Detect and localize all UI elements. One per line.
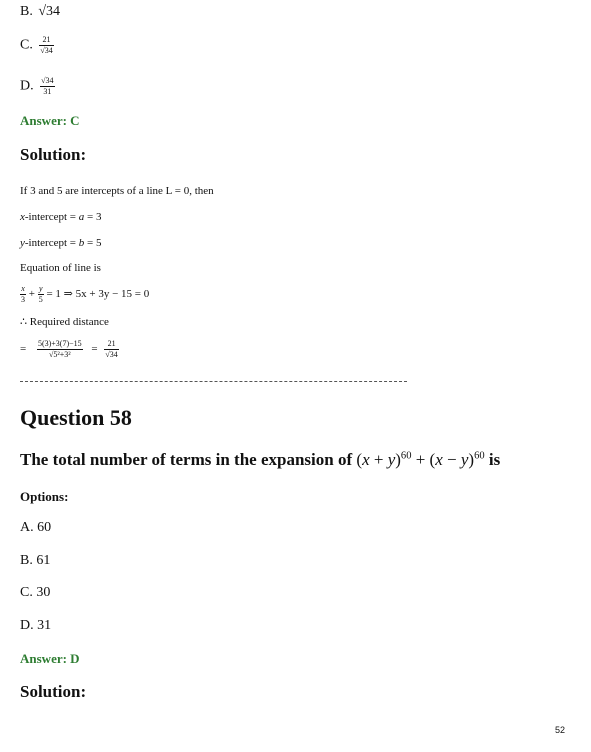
option-fraction	[40, 77, 54, 96]
option-a: A. 60	[20, 520, 52, 535]
option-d-prev	[20, 77, 55, 96]
option-letter: C.	[20, 37, 33, 53]
solution-line-4: Equation of line is	[20, 262, 101, 274]
solution-line-3: y-intercept = b = 5	[20, 237, 102, 249]
option-c: C. 30	[20, 585, 51, 600]
fraction-denominator: 31	[40, 86, 54, 96]
question-title: Question 58	[20, 405, 132, 430]
solution-heading-prev: Solution:	[20, 145, 87, 164]
answer: Answer: D	[20, 651, 80, 666]
section-divider	[20, 381, 407, 382]
solution-line-5: $\frac{x}{3}$ + $\frac{y}{5}$ = 1 ⇒ 5x + 3y − 15 = 0	[21, 284, 150, 304]
expression: $(x + y)^{60} + (x - y)^{60}$	[356, 450, 485, 469]
fraction-numerator: √34	[41, 76, 54, 85]
solution-heading: Solution:	[20, 682, 87, 701]
solution-line-2: x-intercept = a = 3	[20, 211, 102, 223]
fraction-numerator: 21	[42, 35, 51, 44]
solution-line-7: = $\frac{5(3)+3(7)-15}{\text{√5²+3²}}$ = $\frac{21}{√34}$	[20, 339, 118, 359]
question-text: The total number of terms in the expansion of $(x + y)^{60} + (x - y)^{60}$ is	[20, 450, 501, 469]
fraction-denominator: √34	[40, 46, 53, 55]
option-d: D. 31	[20, 618, 52, 633]
distance-fraction: $\frac{5(3)+3(7)-15}{\text{√5²+3²}}$	[37, 339, 82, 359]
x-over-3-fraction: $\frac{x}{3}$	[21, 284, 25, 304]
solution-line-1: If 3 and 5 are intercepts of a line L = 0, then	[20, 185, 214, 197]
y-over-5-fraction: $\frac{y}{5}$	[38, 284, 43, 304]
option-c-prev	[20, 36, 54, 55]
page-number: 52	[555, 725, 566, 735]
option-letter: B.	[20, 4, 33, 19]
option-b-prev	[20, 4, 60, 20]
answer-prev: Answer: C	[20, 113, 80, 128]
option-letter: D.	[20, 78, 34, 94]
option-b: B. 61	[20, 553, 51, 568]
solution-line-6: ∴ Required distance	[20, 316, 109, 328]
option-fraction	[39, 36, 53, 55]
result-fraction: $\frac{21}{√34}$	[105, 339, 118, 359]
options-label: Options:	[20, 489, 69, 504]
option-value: √34	[38, 4, 61, 19]
